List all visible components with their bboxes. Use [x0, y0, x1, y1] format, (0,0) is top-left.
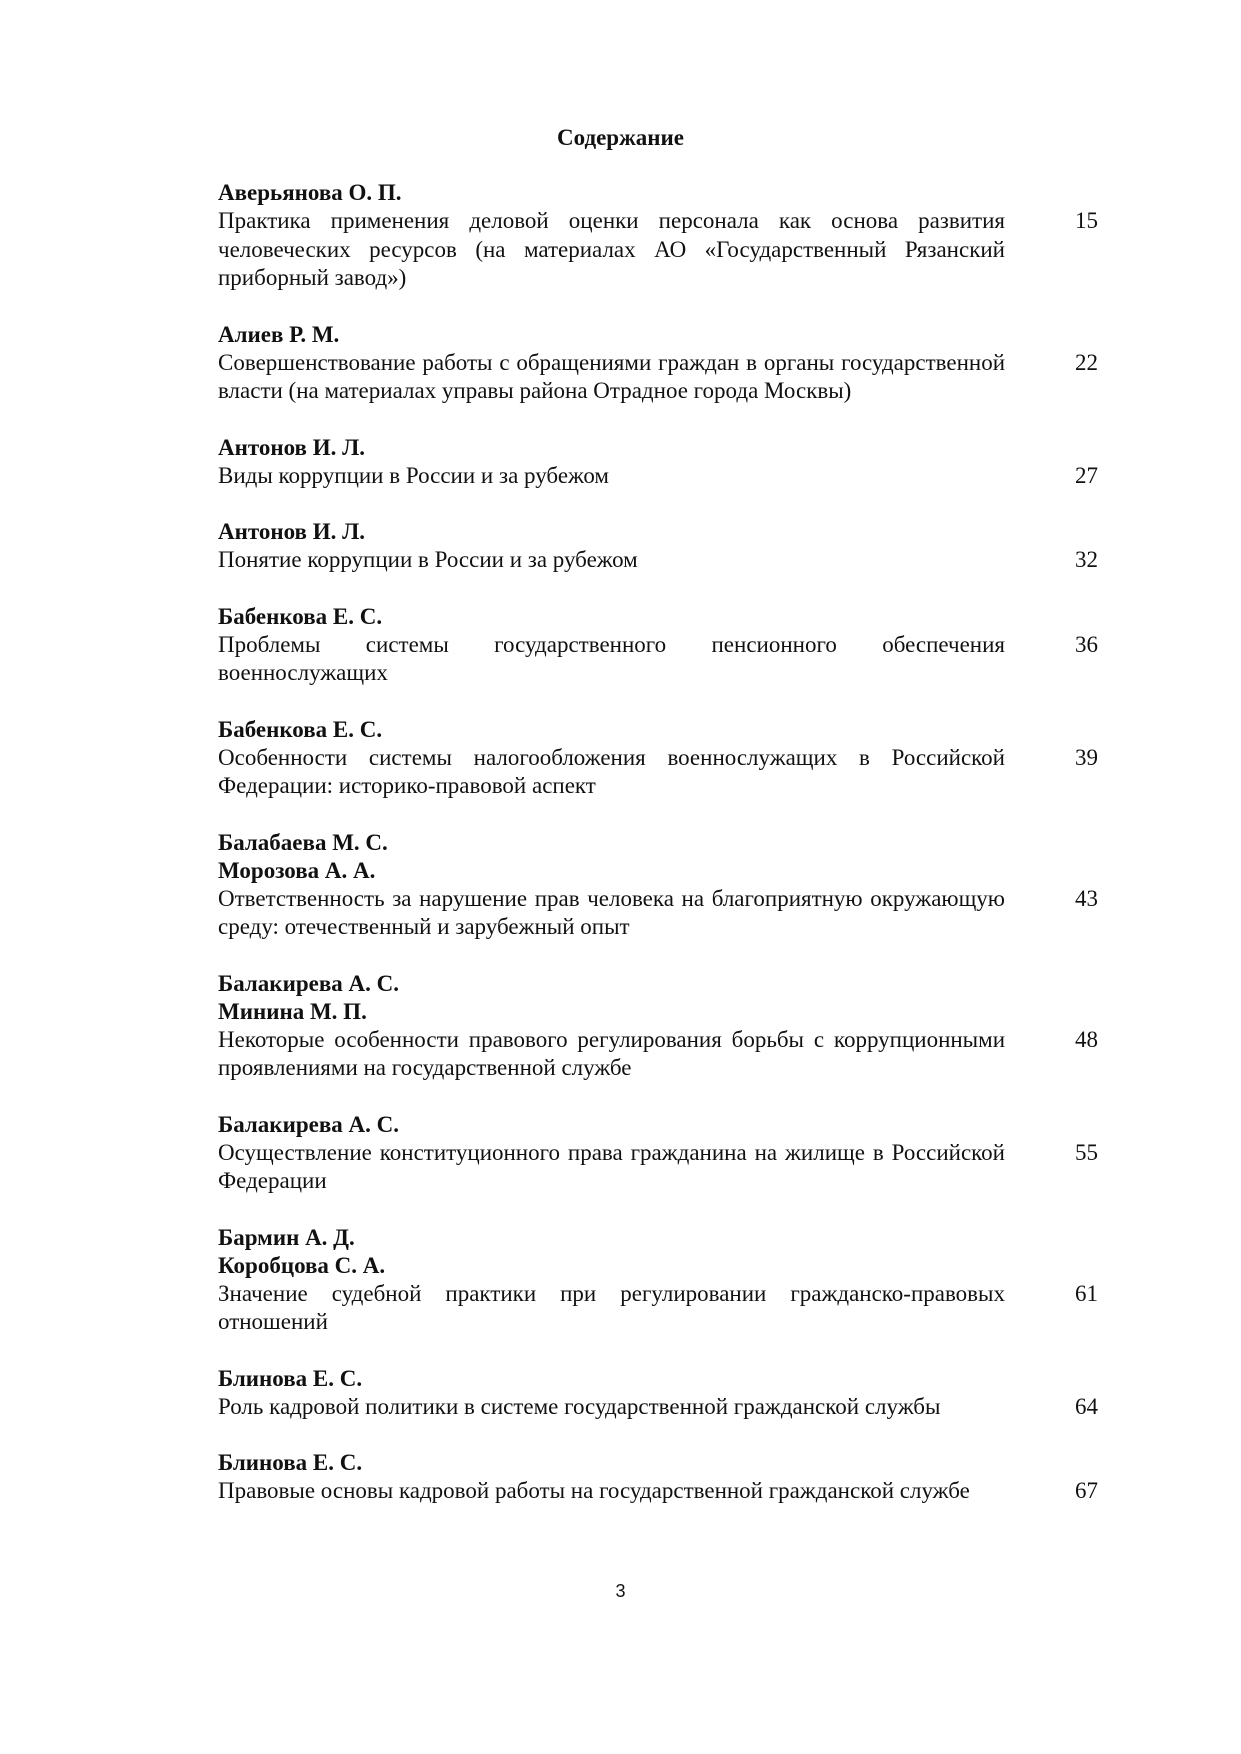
entry-page-number: 43 — [1075, 885, 1098, 911]
entry-row — [218, 546, 1098, 575]
entry-page-number: 48 — [1075, 1026, 1098, 1052]
entry-author: Бармин А. Д. — [218, 1224, 355, 1250]
entry-author: Алиев Р. М. — [218, 321, 340, 347]
entry-title: Роль кадровой политики в системе государственной гражданской службы — [218, 1393, 941, 1419]
entry-page-number: 55 — [1075, 1139, 1098, 1165]
toc-entry — [218, 321, 1098, 406]
toc-entry — [218, 1365, 1098, 1422]
entry-title: Значение судебной практики при регулировании гражданско-правовых отношений — [218, 1280, 1005, 1334]
entry-title: Правовые основы кадровой работы на государственной гражданской службе — [218, 1478, 970, 1503]
entry-author: Блинова Е. С. — [218, 1365, 363, 1391]
entry-author: Аверьянова О. П. — [218, 180, 402, 205]
entry-page-number: 67 — [1075, 1478, 1098, 1503]
entry-row — [218, 462, 1098, 491]
entry-author: Балабаева М. С. — [218, 829, 388, 855]
entry-row — [218, 1026, 1098, 1083]
entry-row — [218, 1280, 1098, 1337]
toc-entry — [218, 829, 1098, 942]
entry-title: Виды коррупции в России и за рубежом — [218, 462, 609, 488]
table-of-contents — [218, 179, 1098, 1534]
toc-entry — [218, 179, 1098, 293]
toc-entry — [218, 970, 1098, 1083]
entry-row — [218, 1139, 1098, 1196]
entry-author: Бабенкова Е. С. — [218, 716, 383, 742]
entry-row — [218, 744, 1098, 801]
entry-author: Антонов И. Л. — [218, 434, 365, 460]
entry-title: Некоторые особенности правового регулирования борьбы с коррупционными проявлениями на государственной службе — [218, 1026, 1005, 1080]
entry-page-number: 61 — [1075, 1280, 1098, 1306]
entry-page-number: 39 — [1075, 744, 1098, 770]
entry-row — [218, 631, 1098, 688]
entry-row — [218, 885, 1098, 942]
entry-title: Ответственность за нарушение прав человека на благоприятную окружающую среду: отечественный и зарубежный опыт — [218, 885, 1005, 939]
entry-page-number: 64 — [1075, 1393, 1098, 1419]
toc-entry — [218, 603, 1098, 688]
entry-row — [218, 1393, 1098, 1422]
entry-title: Понятие коррупции в России и за рубежом — [218, 547, 638, 572]
entry-title: Проблемы системы государственного пенсионного обеспечения военнослужащих — [218, 631, 1005, 685]
entry-author: Морозова А. А. — [218, 857, 376, 883]
toc-entry — [218, 1449, 1098, 1506]
toc-entry — [218, 1224, 1098, 1337]
entry-author: Балакирева А. С. — [218, 1111, 399, 1137]
entry-author: Коробцова С. А. — [218, 1252, 386, 1278]
entry-title: Особенности системы налогообложения военнослужащих в Российской Федерации: историко-правовой аспект — [218, 744, 1005, 798]
toc-entry — [218, 716, 1098, 801]
entry-page-number: 27 — [1075, 462, 1098, 488]
entry-author: Бабенкова Е. С. — [218, 603, 383, 629]
entry-author: Антонов И. Л. — [218, 519, 365, 544]
entry-title: Практика применения деловой оценки персонала как основа развития человеческих ресурсов (на материалах АО «Государственный Рязанский приборный завод») — [218, 208, 1005, 290]
entry-author: Блинова Е. С. — [218, 1450, 363, 1475]
toc-entry — [218, 434, 1098, 491]
toc-entry — [218, 518, 1098, 575]
entry-title: Осуществление конституционного права гражданина на жилище в Российской Федерации — [218, 1139, 1005, 1193]
entry-row — [218, 1477, 1098, 1506]
toc-entry — [218, 1111, 1098, 1196]
page-number: 3 — [615, 1581, 626, 1601]
entry-page-number: 36 — [1075, 631, 1098, 657]
entry-row — [218, 349, 1098, 406]
entry-page-number: 22 — [1075, 349, 1098, 375]
entry-page-number: 32 — [1075, 547, 1098, 572]
entry-author: Минина М. П. — [218, 998, 367, 1024]
entry-page-number: 15 — [1075, 208, 1098, 233]
page-title: Содержание — [557, 125, 684, 150]
entry-row — [218, 207, 1098, 293]
entry-author: Балакирева А. С. — [218, 970, 399, 996]
entry-title: Совершенствование работы с обращениями граждан в органы государственной власти (на материалах управы района Отрадное города Москвы) — [218, 349, 1005, 403]
